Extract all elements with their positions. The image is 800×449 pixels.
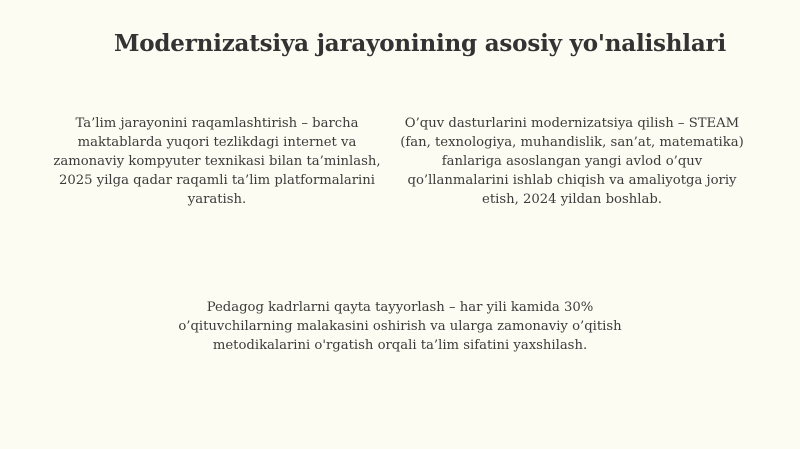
text-block-curriculum: O’quv dasturlarini modernizatsiya qilish – STEAM (fan, texnologiya, muhandislik, san’at, matematika) fanlariga asoslangan yangi avlod o’quv qo’llanmalarini ishlab chiqish va amaliyotga joriy etish, 2024 yildan boshlab. (400, 116, 744, 207)
text-block-digitalization: Ta’lim jarayonini raqamlashtirish – barcha maktablarda yuqori tezlikdagi internet va zamonaviy kompyuter texnikasi bilan ta’minlash, 2025 yilga qadar raqamli ta’lim platformalarini yaratish. (53, 116, 381, 207)
text-block-teacher-training: Pedagog kadrlarni qayta tayyorlash – har yili kamida 30% o’qituvchilarning malakasini oshirish va ularga zamonaviy o’qitish metodikalarini o'rgatish orqali ta’lim sifatini yaxshilash. (178, 300, 622, 353)
slide-title: Modernizatsiya jarayonining asosiy yo'nalishlari (114, 30, 726, 57)
